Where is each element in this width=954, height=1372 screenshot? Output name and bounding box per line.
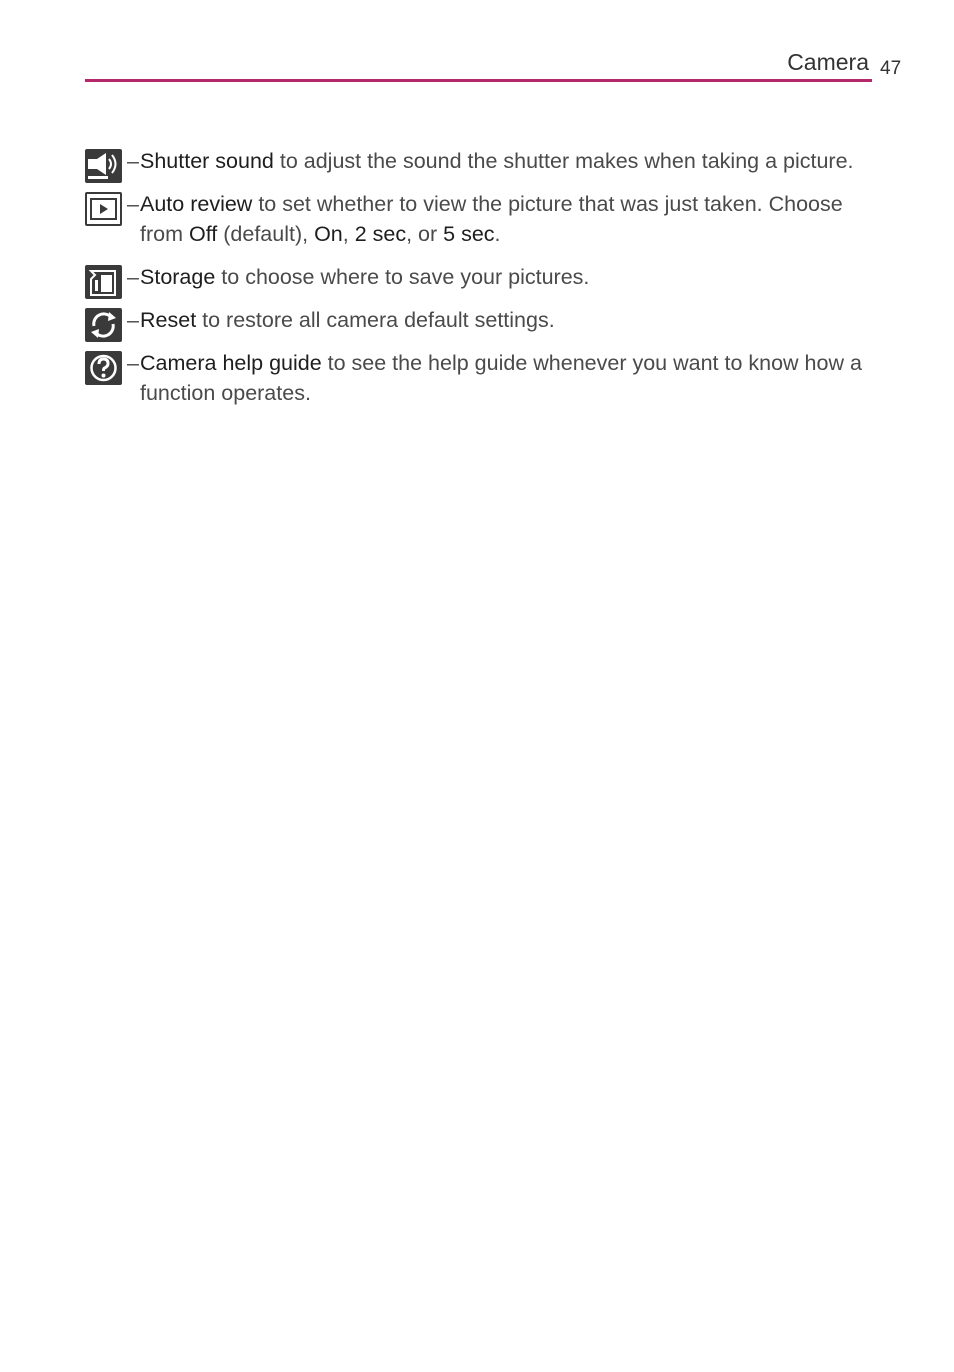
item-text: ,: [342, 222, 355, 246]
list-item-reset: [85, 305, 885, 335]
item-text: to restore all camera default settings.: [196, 308, 555, 332]
item-text: (default),: [217, 222, 315, 246]
item-text: to choose where to save your pictures.: [215, 265, 590, 289]
sd-card-icon: [85, 265, 122, 299]
item-term: Camera help guide: [140, 351, 322, 375]
option-off: Off: [188, 222, 218, 246]
item-text: to set whether to view the picture that was just taken. Choose from: [140, 192, 843, 246]
item-dash: –: [127, 308, 139, 332]
item-text: , or: [406, 222, 444, 246]
item-term: Storage: [140, 265, 216, 289]
option-on: On: [314, 222, 343, 246]
reset-arrows-icon: [85, 308, 122, 342]
item-term: Shutter sound: [140, 149, 274, 173]
option-5sec: 5 sec: [443, 222, 495, 246]
list-item-camera-help-guide: [85, 348, 885, 408]
item-dash: –: [127, 149, 139, 173]
item-dash: –: [127, 192, 139, 216]
item-description: [140, 189, 885, 249]
header-divider: [85, 79, 872, 82]
item-term: Reset: [140, 308, 197, 332]
item-term: Auto review: [140, 192, 253, 216]
speaker-icon: [85, 149, 122, 183]
play-frame-icon: [85, 192, 122, 226]
list-item-storage: [85, 262, 885, 292]
help-question-icon: [85, 351, 122, 385]
item-text: .: [494, 222, 501, 246]
item-dash: –: [127, 351, 139, 375]
option-2sec: 2 sec: [354, 222, 407, 246]
item-description: [140, 305, 885, 335]
item-description: [140, 348, 885, 408]
item-text: to see the help guide whenever you want to know how a function operates.: [140, 351, 862, 405]
item-description: [140, 262, 885, 292]
list-item-shutter-sound: [85, 146, 885, 176]
item-text: to adjust the sound the shutter makes when taking a picture.: [273, 149, 854, 173]
settings-list: [85, 146, 885, 421]
page-number: 47: [880, 58, 902, 79]
item-description: [140, 146, 885, 176]
list-item-auto-review: [85, 189, 885, 249]
item-dash: –: [127, 265, 139, 289]
section-title: Camera: [787, 49, 869, 75]
